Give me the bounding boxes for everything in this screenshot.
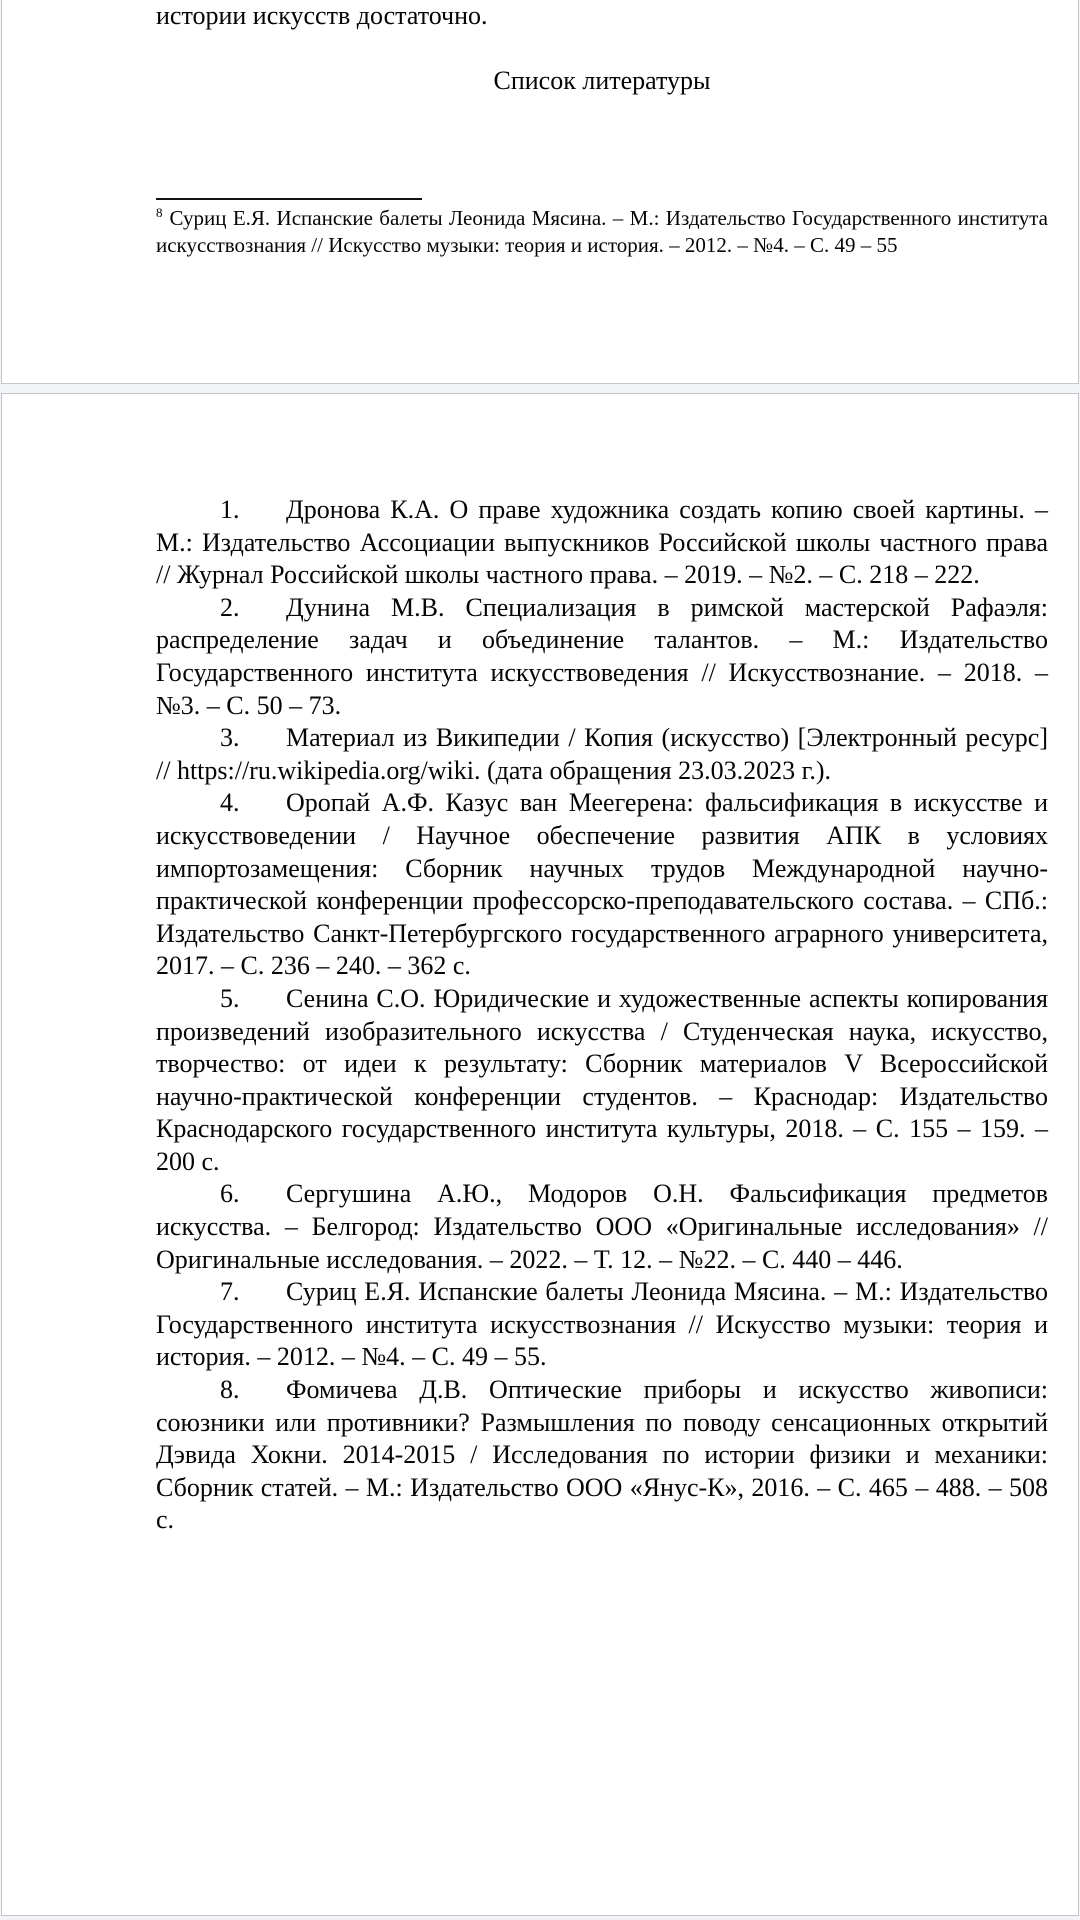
reference-item [156,1178,1048,1276]
reference-text: Сенина С.О. Юридические и художественные аспекты копирования произведений изобразительного искусства / Студенческая наука, искусство, творчество: от идеи к результату: Сборник материалов V Всероссийской научно-практической конференции студентов. – Краснодар: Издательство Краснодарского государственного института культуры, 2018. – С. 155 – 159. – 200 с. [156,983,1048,1176]
page-1-text-column [2,0,1078,258]
reference-text: Сергушина А.Ю., Модоров О.Н. Фальсификация предметов искусства. – Белгород: Издательство ООО «Оригинальные исследования» // Оригинальные исследования. – 2022. – Т. 12. – №22. – С. 440 – 446. [156,1179,1048,1274]
footnote-separator [156,198,422,201]
document-page-2 [1,393,1079,1916]
references-list [2,394,1078,1537]
reference-text: Оропай А.Ф. Казус ван Меегерена: фальсификация в искусстве и искусствоведении / Научное обеспечение развития АПК в условиях импортозамещения: Сборник научных трудов Международной научно-практической конференции профессорско-преподавательского состава. – СПб.: Издательство Санкт-Петербургского государственного аграрного университета, 2017. – С. 236 – 240. – 362 с. [156,788,1048,981]
footnote-text: Суриц Е.Я. Испанские балеты Леонида Мясина. – М.: Издательство Государственного института искусствознания // Искусство музыки: теория и история. – 2012. – №4. – С. 49 – 55 [156,206,1048,257]
reference-item [156,722,1048,787]
reference-number: 3. [220,723,240,753]
reference-item [156,983,1048,1179]
reference-item [156,1374,1048,1537]
footnote-marker: 8 [156,205,163,220]
reference-item [156,787,1048,983]
reference-number: 5. [220,983,240,1013]
reference-text: Фомичева Д.В. Оптические приборы и искусство живописи: союзники или противники? Размышления по поводу сенсационных открытий Дэвида Хокни. 2014-2015 / Исследования по истории физики и механики: Сборник статей. – М.: Издательство ООО «Янус-К», 2016. – С. 465 – 488. – 508 с. [156,1375,1048,1535]
reference-text: Дронова К.А. О праве художника создать копию своей картины. – М.: Издательство Ассоциации выпускников Российской школы частного права // Журнал Российской школы частного права. – 2019. – №2. – С. 218 – 222. [156,495,1048,590]
reference-item [156,592,1048,722]
reference-text: Дунина М.В. Специализация в римской мастерской Рафаэля: распределение задач и объединение талантов. – М.: Издательство Государственного института искусствоведения // Искусствознание. – 2018. – №3. – С. 50 – 73. [156,592,1048,720]
references-heading: Список литературы [493,66,711,95]
page-break-gap [0,384,1080,393]
reference-number: 7. [220,1277,240,1307]
reference-number: 4. [220,788,240,818]
reference-text: Суриц Е.Я. Испанские балеты Леонида Мясина. – М.: Издательство Государственного института искусствознания // Искусство музыки: теория и история. – 2012. – №4. – С. 49 – 55. [156,1277,1048,1372]
reference-number: 8. [220,1375,240,1405]
reference-number: 6. [220,1179,240,1209]
reference-item [156,494,1048,592]
document-page-1 [1,0,1079,384]
reference-number: 2. [220,592,240,622]
body-paragraph-end: истории искусств достаточно. [156,1,488,30]
footnote [156,205,1048,258]
reference-text: Материал из Википедии / Копия (искусство) [Электронный ресурс] // https://ru.wikipedia.org/wiki. (дата обращения 23.03.2023 г.). [156,723,1048,785]
reference-item [156,1276,1048,1374]
reference-number: 1. [220,495,240,524]
